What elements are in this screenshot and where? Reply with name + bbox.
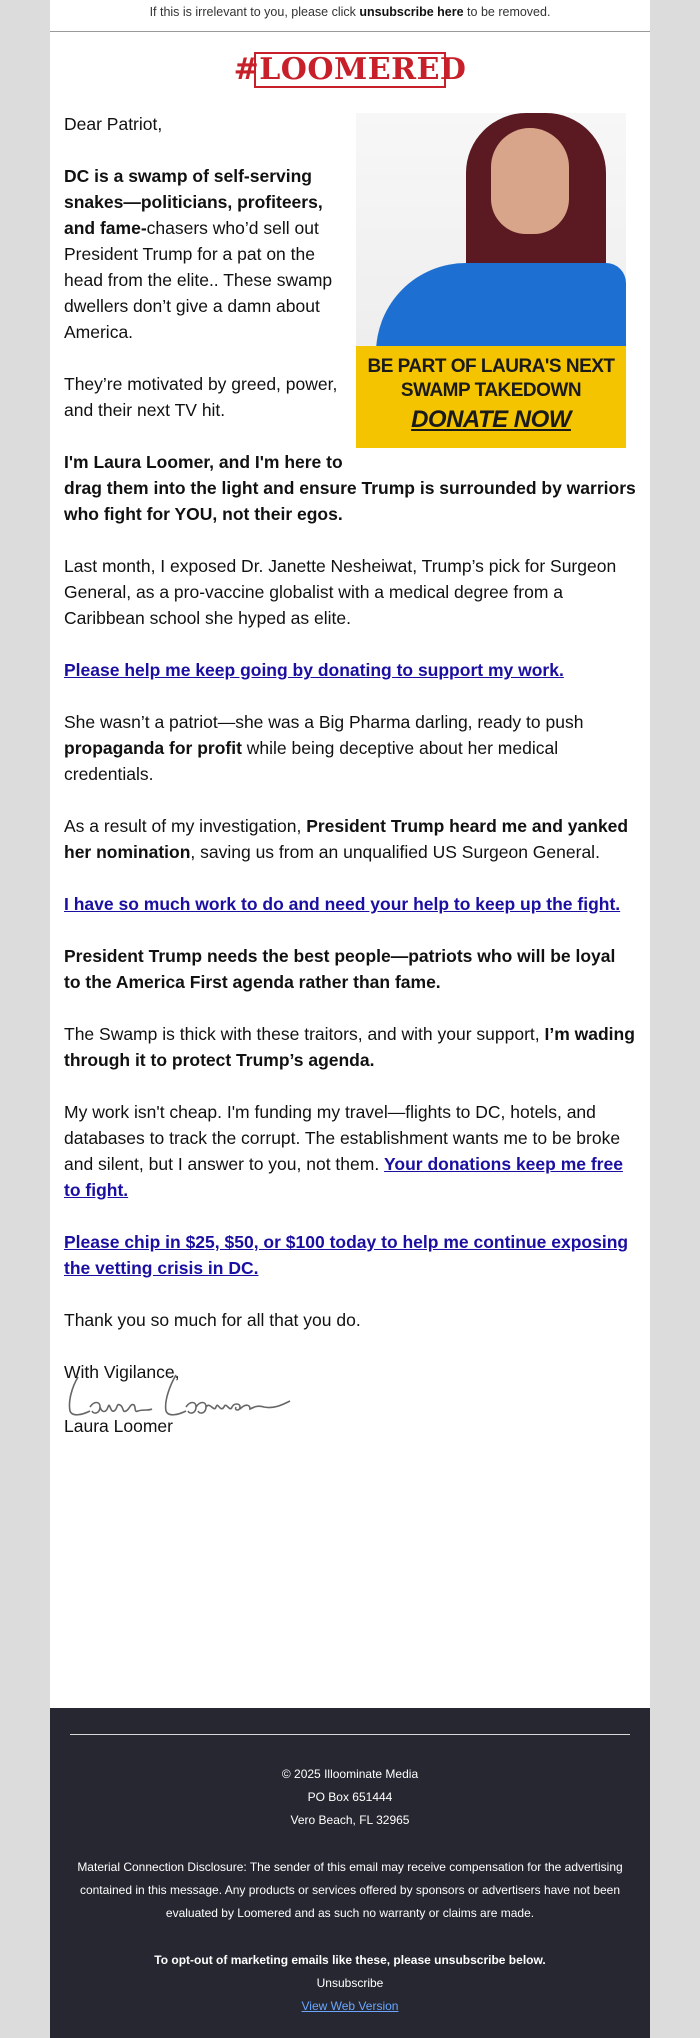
signature-image: [64, 1367, 636, 1417]
letter-content: [50, 111, 650, 1439]
paragraph-7: President Trump needs the best people—patriots who will be loyal to the America First agenda rather than fame.: [64, 946, 616, 992]
paragraph-8: The Swamp is thick with these traitors, and with your support, I’m wading through it to protect Trump’s agenda.: [64, 1024, 635, 1070]
greeting: Dear Patriot,: [64, 114, 163, 134]
donate-now-button[interactable]: DONATE NOW: [411, 406, 571, 433]
view-web-version-link[interactable]: View Web Version: [301, 1999, 399, 2013]
footer-unsubscribe-link[interactable]: Unsubscribe: [316, 1976, 384, 1990]
donate-link-1-wrap: [64, 657, 636, 683]
donate-link-3-wrap: [64, 1229, 636, 1281]
notice-text-pre: If this is irrelevant to you, please click: [149, 5, 360, 19]
unsubscribe-notice: [50, 0, 650, 32]
notice-text-post: to be removed.: [463, 5, 551, 19]
closing: With Vigilance,: [64, 1362, 180, 1382]
email-body: [50, 0, 650, 2038]
donate-promo-image[interactable]: [356, 113, 626, 448]
paragraph-4: Last month, I exposed Dr. Janette Nesheiwat, Trump’s pick for Surgeon General, as a pro-vaccine globalist with a medical degree from a Caribbean school she hyped as elite.: [64, 556, 617, 628]
donations-link[interactable]: Your donations keep me free to fight.: [64, 1154, 623, 1200]
banner-line-1: BE PART OF LAURA'S NEXT: [367, 356, 615, 377]
paragraph-9: My work isn't cheap. I'm funding my travel—flights to DC, hotels, and databases to track the corrupt. The establishment wants me to be broke and silent, but I answer to you, not them. Your donations keep me free to fight.: [64, 1102, 623, 1200]
logo-text: #LOOMERED: [233, 52, 467, 87]
footer: [50, 1708, 650, 2038]
paragraph-2: They’re motivated by greed, power, and their next TV hit.: [64, 374, 338, 420]
signer-name: Laura Loomer: [64, 1416, 173, 1436]
footer-pobox: PO Box 651444: [307, 1790, 393, 1804]
paragraph-1: DC is a swamp of self-serving snakes—politicians, profiteers, and fame-chasers who’d sell out President Trump for a pat on the head from the elite.. These swamp dwellers don’t give a damn about America.: [64, 166, 333, 342]
paragraph-3: I'm Laura Loomer, and I'm here to drag them into the light and ensure Trump is surrounded by warriors who fight for YOU, not their egos.: [64, 452, 636, 524]
paragraph-6: As a result of my investigation, President Trump heard me and yanked her nomination, saving us from an unqualified US Surgeon General.: [64, 816, 629, 862]
paragraph-10: Thank you so much for all that you do.: [64, 1310, 361, 1330]
footer-optout: To opt-out of marketing emails like these, please unsubscribe below.: [154, 1953, 546, 1967]
footer-copyright: © 2025 Illoominate Media: [281, 1767, 419, 1781]
laura-loomer-photo: [356, 113, 626, 346]
footer-city: Vero Beach, FL 32965: [290, 1813, 410, 1827]
banner-line-2: SWAMP TAKEDOWN: [400, 380, 582, 401]
footer-divider: [70, 1734, 630, 1735]
donate-link-3[interactable]: Please chip in $25, $50, or $100 today to help me continue exposing the vetting crisis in DC.: [64, 1232, 629, 1278]
footer-disclosure: Material Connection Disclosure: The sender of this email may receive compensation for the advertising contained in this message. Any products or services offered by sponsors or advertisers have not been evaluated by Loomered and as such no warranty or claims are made.: [77, 1860, 623, 1920]
donate-link-1[interactable]: Please help me keep going by donating to support my work.: [64, 660, 564, 680]
donate-banner[interactable]: [356, 346, 626, 448]
unsubscribe-here-link[interactable]: unsubscribe here: [359, 5, 464, 19]
donate-link-2-wrap: [64, 891, 636, 917]
loomered-logo[interactable]: [233, 52, 467, 88]
donate-link-2[interactable]: I have so much work to do and need your help to keep up the fight.: [64, 894, 621, 914]
paragraph-5: She wasn’t a patriot—she was a Big Pharma darling, ready to push propaganda for profit while being deceptive about her medical credentials.: [64, 712, 584, 784]
